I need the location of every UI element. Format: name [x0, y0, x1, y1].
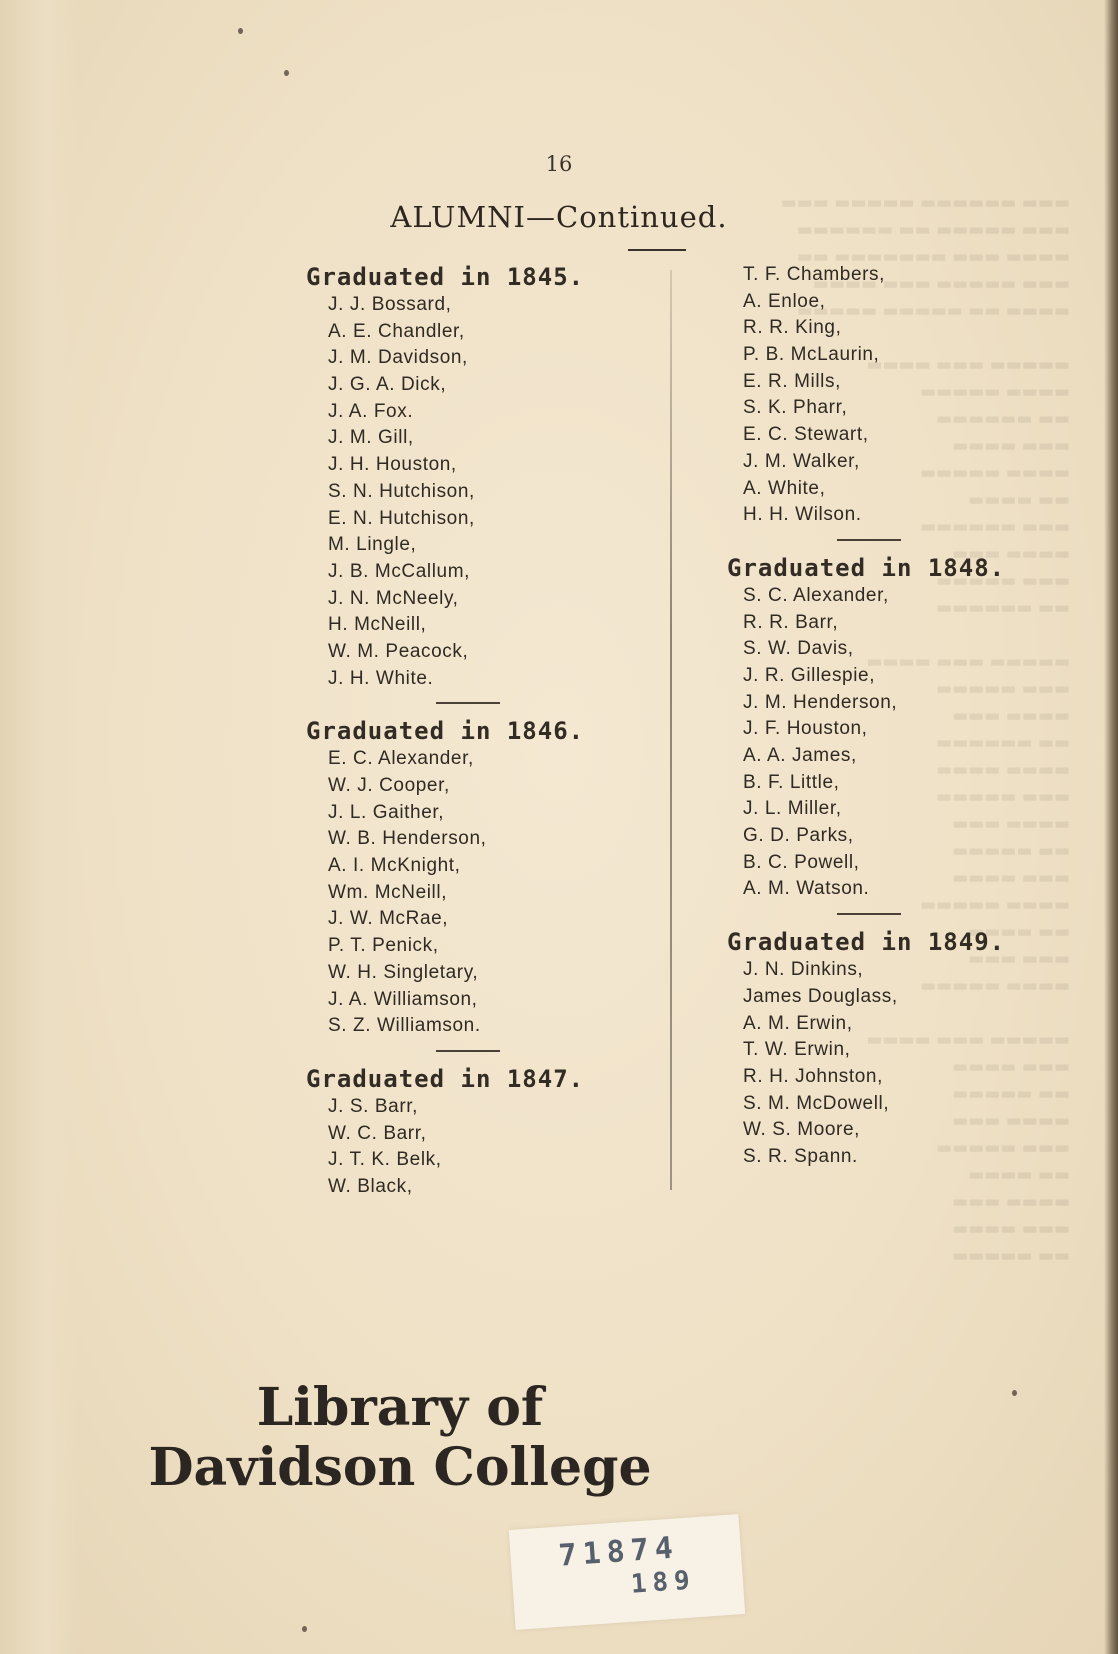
ink-speck [1012, 1390, 1017, 1396]
ink-speck [302, 1626, 307, 1632]
list-item: S. N. Hutchison, [328, 480, 475, 502]
list-item: W. Black, [328, 1175, 413, 1197]
list-item: B. C. Powell, [743, 851, 860, 873]
list-item: M. Lingle, [328, 534, 417, 556]
list-item: J. L. Miller, [743, 798, 842, 820]
accession-label [509, 1514, 745, 1630]
list-item: E. C. Alexander, [328, 748, 474, 770]
list-item: A. E. Chandler, [328, 320, 465, 342]
list-item: W. B. Henderson, [328, 828, 487, 850]
section-rule [837, 539, 901, 541]
list-item: T. W. Erwin, [743, 1039, 851, 1061]
name-list [727, 583, 1067, 903]
page-title: ALUMNI—Continued. [390, 200, 728, 234]
list-item: E. R. Mills, [743, 370, 841, 392]
list-item: J. T. K. Belk, [328, 1149, 442, 1171]
list-item: S. K. Pharr, [743, 397, 848, 419]
list-item: J. A. Fox. [328, 400, 414, 422]
list-item: J. W. McRae, [328, 908, 449, 930]
list-item: J. J. Bossard, [328, 294, 452, 315]
list-item: A. White, [743, 477, 826, 499]
list-item: A. M. Erwin, [743, 1012, 853, 1034]
list-item: H. H. Wilson. [743, 504, 862, 526]
list-item: W. S. Moore, [743, 1119, 861, 1141]
list-item: J. M. Gill, [328, 427, 414, 449]
right-column [727, 262, 1067, 1171]
section-rule [436, 702, 500, 704]
group-title: Graduated in 1846. [306, 717, 585, 746]
name-list [727, 262, 1067, 529]
list-item: S. M. McDowell, [743, 1092, 890, 1114]
graduates-1846 [306, 716, 646, 1040]
list-item: A. M. Watson. [743, 878, 870, 900]
graduates-1847-continued [727, 262, 1067, 529]
list-item: B. F. Little, [743, 771, 840, 793]
list-item: W. J. Cooper, [328, 775, 450, 796]
list-item: A. Enloe, [743, 290, 826, 312]
name-list [306, 292, 646, 692]
column-divider [670, 270, 672, 1190]
page-gutter-shadow [0, 0, 78, 1654]
left-column [306, 262, 646, 1201]
list-item: H. McNeill, [328, 614, 427, 636]
graduates-1847 [306, 1064, 646, 1201]
list-item: W. M. Peacock, [328, 640, 469, 662]
list-item: P. B. McLaurin, [743, 344, 880, 366]
list-item: E. N. Hutchison, [328, 507, 475, 529]
list-item: E. C. Stewart, [743, 424, 869, 446]
list-item: Wm. McNeill, [328, 881, 448, 903]
graduates-1848 [727, 553, 1067, 903]
show-through-texture: ▬▬▬ ▬▬▬▬▬▬ ▬▬▬▬▬ ▬▬▬ ▬▬▬ ▬▬▬▬▬ ▬▬ ▬▬▬▬▬▬ ▬▬▬▬ ▬▬▬ ▬▬▬▬▬▬▬ ▬▬ ▬▬▬ ▬▬▬▬▬ ▬▬▬ ▬▬▬▬ ▬▬▬▬ ▬▬ ▬▬▬▬▬ ▬▬▬▬▬ ▬▬▬▬▬ ▬▬▬ ▬▬▬▬ ▬▬▬▬ ▬▬▬▬▬ ▬▬ ▬▬▬▬▬▬ ▬▬▬ ▬▬▬▬ ▬▬▬▬ ▬▬▬▬▬ ▬▬ ▬▬▬▬ ▬▬▬ ▬▬▬▬▬▬ ▬▬▬▬ ▬▬▬ ▬▬▬ ▬▬▬▬▬ ▬▬ ▬▬▬▬▬▬ ▬▬▬▬▬ ▬▬▬ ▬▬▬▬ ▬▬▬ ▬▬▬▬▬ ▬▬▬▬ ▬▬▬ ▬▬ ▬▬▬▬▬▬ ▬▬▬▬ ▬▬▬▬ ▬▬▬ ▬▬▬▬▬ ▬▬▬▬ ▬▬▬ ▬▬ ▬▬▬▬▬ ▬▬▬ ▬▬▬▬ ▬▬▬▬ ▬▬▬▬▬ ▬▬ ▬▬▬▬ ▬▬▬ ▬▬▬ ▬▬▬▬ ▬▬▬▬▬ ▬▬▬▬▬ ▬▬▬ ▬▬▬▬ ▬▬▬ ▬▬▬▬ ▬▬ ▬▬▬▬▬ ▬▬▬▬ ▬▬▬ ▬▬▬ ▬▬▬▬▬ ▬▬ ▬▬▬▬ ▬▬▬▬ ▬▬▬ ▬▬▬ ▬▬▬▬ ▬▬ ▬▬▬▬▬ [780, 193, 1070, 1266]
list-item: S. W. Davis, [743, 638, 854, 660]
page-number: 16 [545, 152, 573, 176]
group-title: Graduated in 1847. [306, 1064, 585, 1093]
list-item: P. T. Penick, [328, 935, 439, 957]
group-title: Graduated in 1845. [306, 263, 585, 291]
list-item: J. S. Barr, [328, 1095, 419, 1117]
name-list [306, 746, 646, 1040]
list-item: J. M. Henderson, [743, 691, 898, 713]
stamp-line: Library of [256, 1377, 544, 1438]
section-rule [436, 1050, 500, 1052]
stamp-line: Davidson College [148, 1437, 652, 1498]
list-item: James Douglass, [743, 985, 898, 1007]
list-item: J. L. Gaither, [328, 801, 445, 823]
page-right-edge [1104, 0, 1118, 1654]
library-stamp [140, 1378, 660, 1498]
list-item: R. R. Barr, [743, 611, 839, 633]
list-item: J. A. Williamson, [328, 988, 478, 1010]
group-title: Graduated in 1848. [727, 553, 1006, 582]
list-item: S. R. Spann. [743, 1145, 858, 1167]
list-item: S. Z. Williamson. [328, 1015, 481, 1037]
list-item: J. M. Walker, [743, 450, 860, 472]
list-item: W. C. Barr, [328, 1122, 427, 1144]
list-item: J. B. McCallum, [328, 560, 471, 582]
name-list [727, 957, 1067, 1171]
accession-subnumber: 189 [629, 1565, 697, 1600]
list-item: J. N. McNeely, [328, 587, 459, 609]
list-item: J. F. Houston, [743, 718, 868, 740]
header-rule [628, 249, 686, 251]
list-item: J. H. Houston, [328, 454, 457, 476]
group-title: Graduated in 1849. [727, 928, 1006, 957]
name-list [306, 1094, 646, 1201]
list-item: A. A. James, [743, 745, 857, 766]
list-item: J. R. Gillespie, [743, 664, 876, 686]
list-item: A. I. McKnight, [328, 855, 461, 877]
ink-speck [238, 28, 243, 34]
list-item: J. G. A. Dick, [328, 374, 447, 396]
graduates-1849 [727, 927, 1067, 1171]
list-item: G. D. Parks, [743, 825, 854, 847]
list-item: J. N. Dinkins, [743, 959, 864, 981]
list-item: J. M. Davidson, [328, 347, 468, 369]
graduates-1845 [306, 262, 646, 692]
section-rule [837, 913, 901, 915]
list-item: R. H. Johnston, [743, 1065, 883, 1087]
list-item: T. F. Chambers, [743, 264, 886, 285]
list-item: W. H. Singletary, [328, 961, 479, 983]
ink-speck [284, 70, 289, 76]
list-item: R. R. King, [743, 317, 842, 339]
list-item: S. C. Alexander, [743, 584, 889, 606]
list-item: J. H. White. [328, 667, 434, 689]
accession-number: 71874 [557, 1530, 680, 1574]
